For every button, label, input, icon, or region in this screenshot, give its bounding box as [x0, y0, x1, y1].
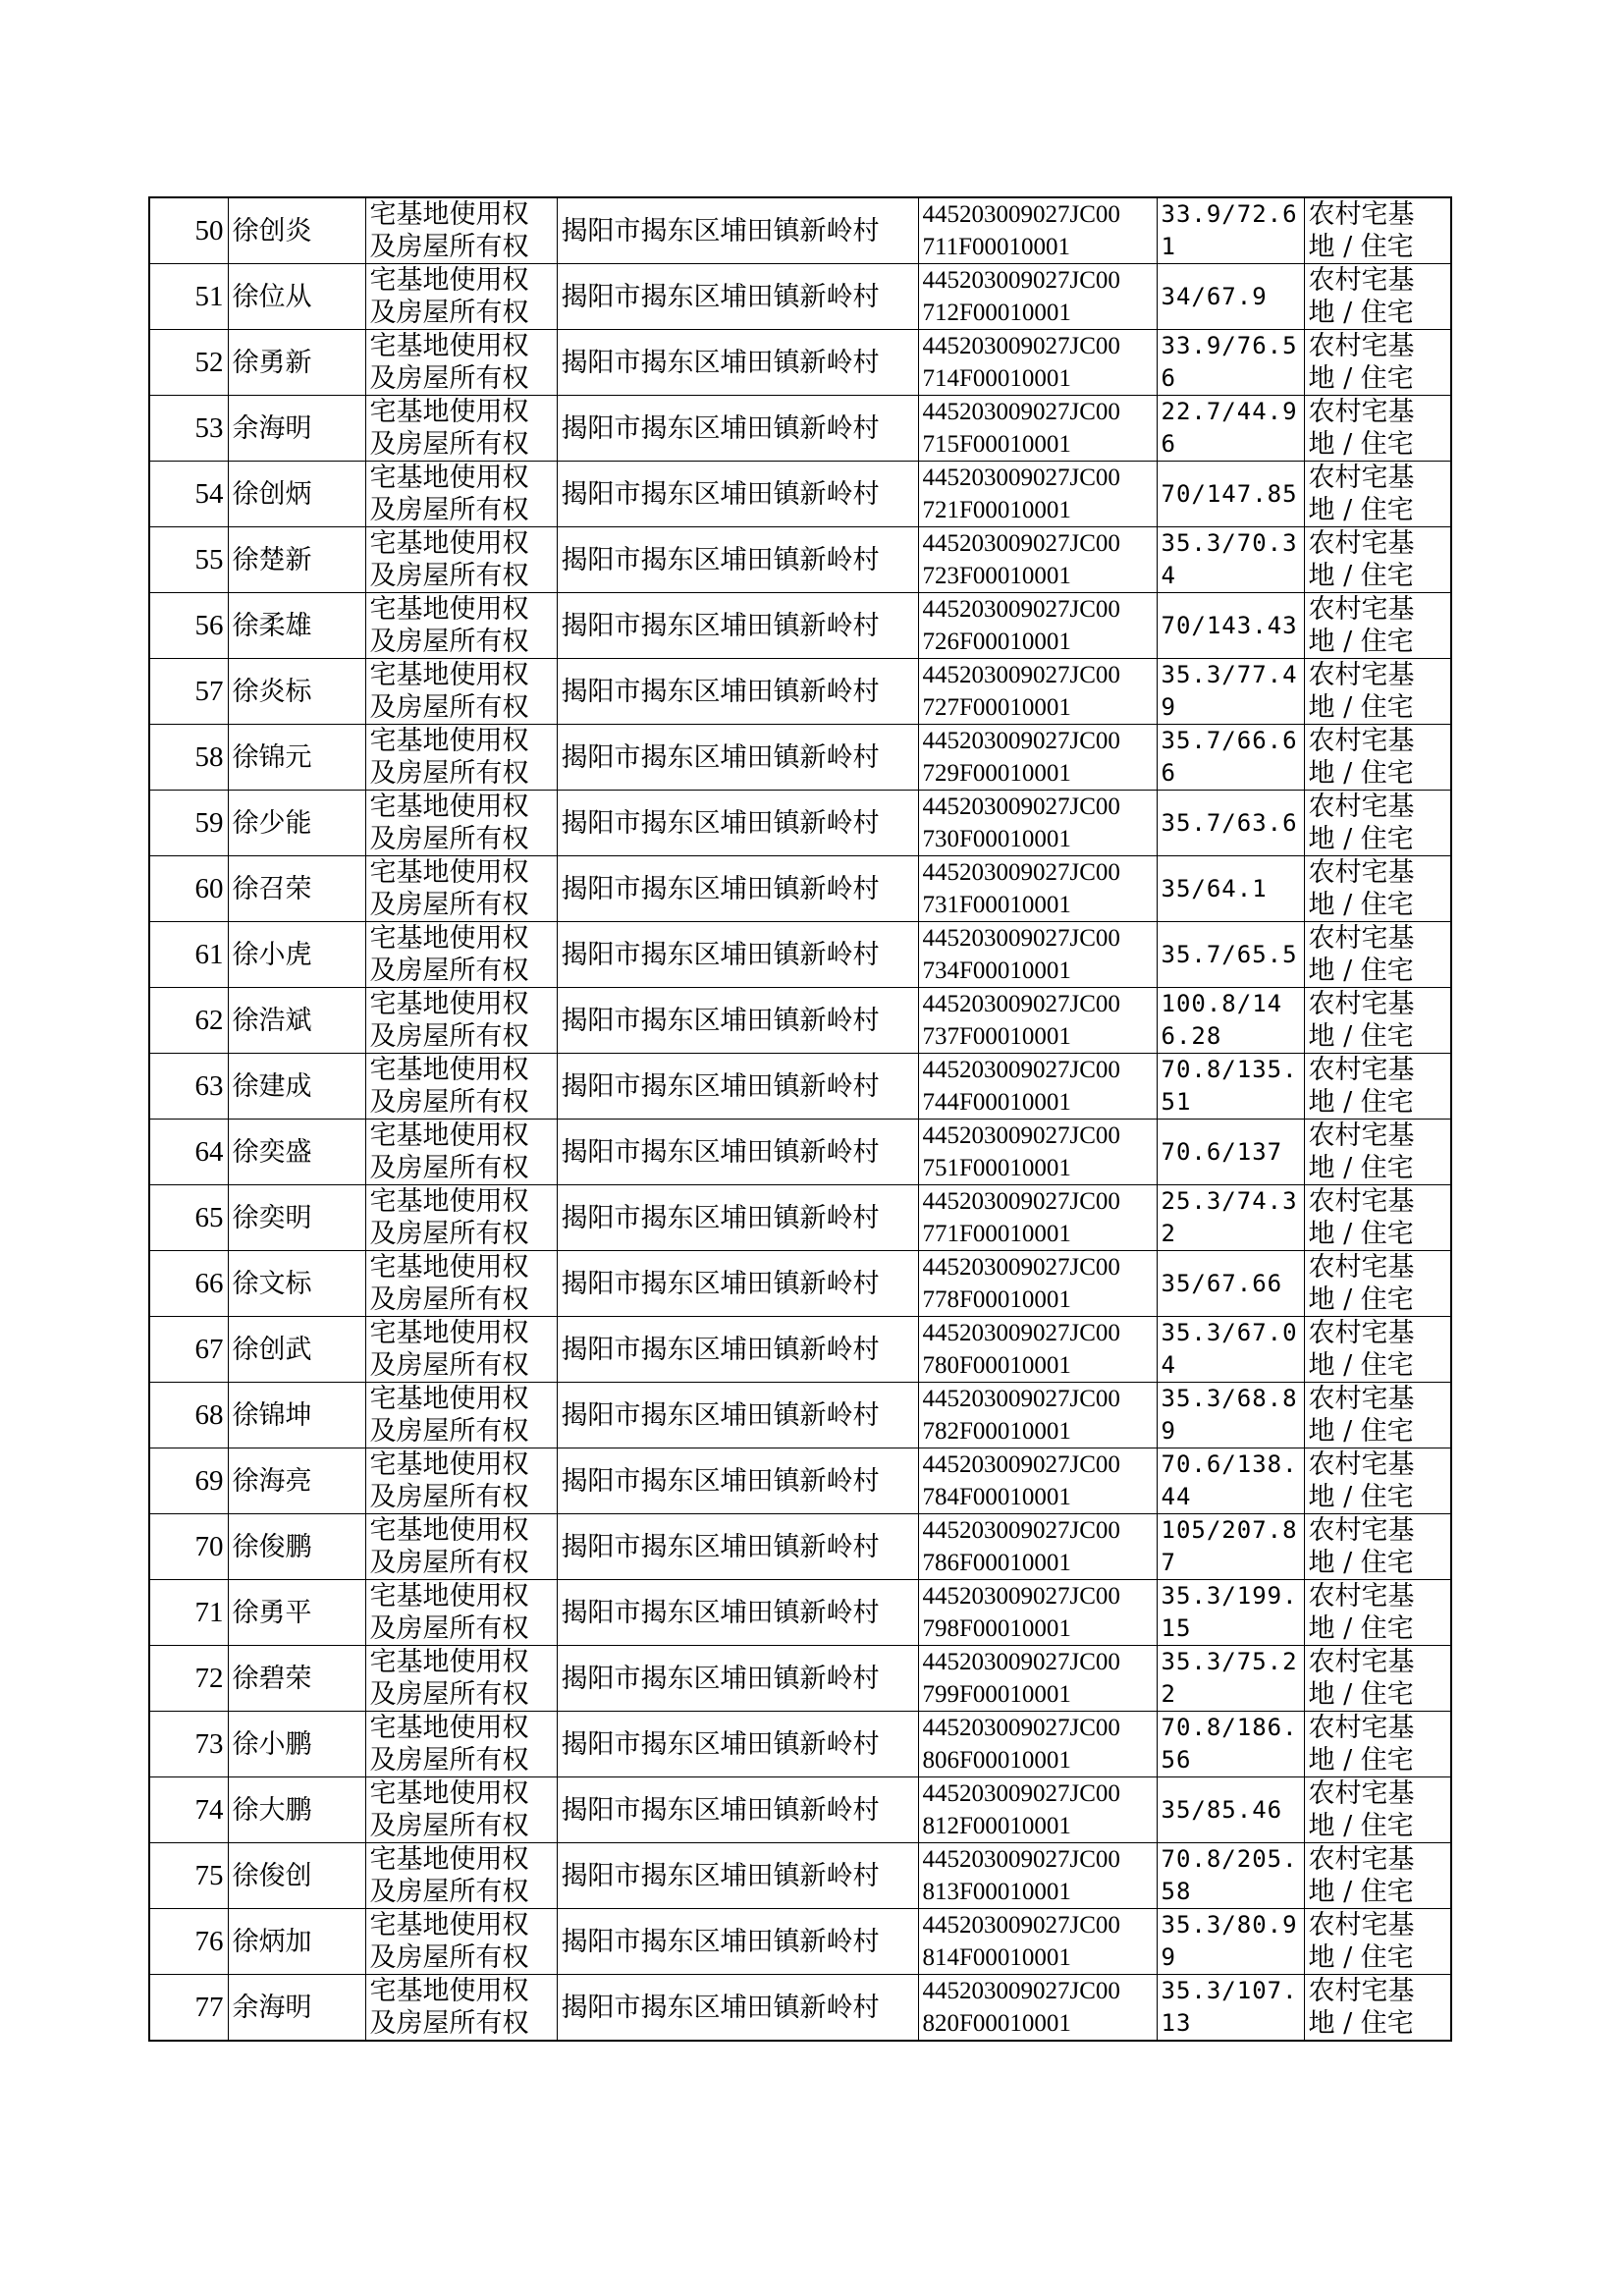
area-value-cell: 100.8/146.28 — [1157, 988, 1304, 1054]
land-use-cell: 农村宅基 地 / 住宅 — [1304, 330, 1451, 396]
table-row — [149, 856, 1451, 922]
unit-code-cell: 445203009027JC00 730F00010001 — [918, 791, 1157, 856]
table-row — [149, 988, 1451, 1054]
row-number-cell: 55 — [149, 527, 228, 593]
owner-name-cell: 徐小虎 — [228, 922, 365, 988]
row-number-cell: 68 — [149, 1383, 228, 1448]
table-row — [149, 725, 1451, 791]
area-value-cell: 105/207.87 — [1157, 1514, 1304, 1580]
area-value-cell: 35.7/63.6 — [1157, 791, 1304, 856]
table-row — [149, 1185, 1451, 1251]
right-type-cell: 宅基地使用权 及房屋所有权 — [365, 1514, 557, 1580]
area-value-cell: 34/67.9 — [1157, 264, 1304, 330]
owner-name-cell: 徐召荣 — [228, 856, 365, 922]
location-cell: 揭阳市揭东区埔田镇新岭村 — [557, 396, 918, 462]
location-cell: 揭阳市揭东区埔田镇新岭村 — [557, 1383, 918, 1448]
location-cell: 揭阳市揭东区埔田镇新岭村 — [557, 1054, 918, 1120]
table-row — [149, 1777, 1451, 1843]
row-number-cell: 61 — [149, 922, 228, 988]
land-use-cell: 农村宅基 地 / 住宅 — [1304, 791, 1451, 856]
unit-code-cell: 445203009027JC00 727F00010001 — [918, 659, 1157, 725]
land-use-cell: 农村宅基 地 / 住宅 — [1304, 1909, 1451, 1975]
row-number-cell: 63 — [149, 1054, 228, 1120]
row-number-cell: 72 — [149, 1646, 228, 1712]
table-row — [149, 197, 1451, 264]
location-cell: 揭阳市揭东区埔田镇新岭村 — [557, 791, 918, 856]
area-value-cell: 35/85.46 — [1157, 1777, 1304, 1843]
land-use-cell: 农村宅基 地 / 住宅 — [1304, 462, 1451, 527]
land-use-cell: 农村宅基 地 / 住宅 — [1304, 197, 1451, 264]
location-cell: 揭阳市揭东区埔田镇新岭村 — [557, 988, 918, 1054]
row-number-cell: 50 — [149, 197, 228, 264]
right-type-cell: 宅基地使用权 及房屋所有权 — [365, 988, 557, 1054]
right-type-cell: 宅基地使用权 及房屋所有权 — [365, 1843, 557, 1909]
row-number-cell: 77 — [149, 1975, 228, 2042]
owner-name-cell: 徐奕盛 — [228, 1120, 365, 1185]
row-number-cell: 58 — [149, 725, 228, 791]
table-row — [149, 1383, 1451, 1448]
location-cell: 揭阳市揭东区埔田镇新岭村 — [557, 264, 918, 330]
right-type-cell: 宅基地使用权 及房屋所有权 — [365, 527, 557, 593]
table-row — [149, 1120, 1451, 1185]
unit-code-cell: 445203009027JC00 744F00010001 — [918, 1054, 1157, 1120]
owner-name-cell: 徐位从 — [228, 264, 365, 330]
table-row — [149, 1514, 1451, 1580]
row-number-cell: 64 — [149, 1120, 228, 1185]
land-use-cell: 农村宅基 地 / 住宅 — [1304, 1120, 1451, 1185]
property-rights-table — [148, 196, 1452, 2042]
location-cell: 揭阳市揭东区埔田镇新岭村 — [557, 1975, 918, 2042]
location-cell: 揭阳市揭东区埔田镇新岭村 — [557, 1646, 918, 1712]
table-row — [149, 1646, 1451, 1712]
owner-name-cell: 徐大鹏 — [228, 1777, 365, 1843]
right-type-cell: 宅基地使用权 及房屋所有权 — [365, 659, 557, 725]
area-value-cell: 70.6/137 — [1157, 1120, 1304, 1185]
owner-name-cell: 徐碧荣 — [228, 1646, 365, 1712]
unit-code-cell: 445203009027JC00 820F00010001 — [918, 1975, 1157, 2042]
unit-code-cell: 445203009027JC00 721F00010001 — [918, 462, 1157, 527]
location-cell: 揭阳市揭东区埔田镇新岭村 — [557, 1317, 918, 1383]
unit-code-cell: 445203009027JC00 786F00010001 — [918, 1514, 1157, 1580]
table-row — [149, 791, 1451, 856]
right-type-cell: 宅基地使用权 及房屋所有权 — [365, 1448, 557, 1514]
unit-code-cell: 445203009027JC00 751F00010001 — [918, 1120, 1157, 1185]
right-type-cell: 宅基地使用权 及房屋所有权 — [365, 1185, 557, 1251]
location-cell: 揭阳市揭东区埔田镇新岭村 — [557, 527, 918, 593]
table-row — [149, 1712, 1451, 1777]
row-number-cell: 60 — [149, 856, 228, 922]
row-number-cell: 59 — [149, 791, 228, 856]
right-type-cell: 宅基地使用权 及房屋所有权 — [365, 197, 557, 264]
owner-name-cell: 徐楚新 — [228, 527, 365, 593]
location-cell: 揭阳市揭东区埔田镇新岭村 — [557, 593, 918, 659]
area-value-cell: 70.8/205.58 — [1157, 1843, 1304, 1909]
location-cell: 揭阳市揭东区埔田镇新岭村 — [557, 922, 918, 988]
land-use-cell: 农村宅基 地 / 住宅 — [1304, 988, 1451, 1054]
location-cell: 揭阳市揭东区埔田镇新岭村 — [557, 1514, 918, 1580]
owner-name-cell: 徐锦坤 — [228, 1383, 365, 1448]
row-number-cell: 53 — [149, 396, 228, 462]
area-value-cell: 35.7/65.5 — [1157, 922, 1304, 988]
owner-name-cell: 徐俊创 — [228, 1843, 365, 1909]
owner-name-cell: 徐建成 — [228, 1054, 365, 1120]
table-row — [149, 396, 1451, 462]
owner-name-cell: 徐创武 — [228, 1317, 365, 1383]
table-row — [149, 1909, 1451, 1975]
row-number-cell: 76 — [149, 1909, 228, 1975]
area-value-cell: 35.3/80.99 — [1157, 1909, 1304, 1975]
area-value-cell: 70.8/186.56 — [1157, 1712, 1304, 1777]
unit-code-cell: 445203009027JC00 729F00010001 — [918, 725, 1157, 791]
right-type-cell: 宅基地使用权 及房屋所有权 — [365, 922, 557, 988]
location-cell: 揭阳市揭东区埔田镇新岭村 — [557, 330, 918, 396]
unit-code-cell: 445203009027JC00 798F00010001 — [918, 1580, 1157, 1646]
land-use-cell: 农村宅基 地 / 住宅 — [1304, 1448, 1451, 1514]
location-cell: 揭阳市揭东区埔田镇新岭村 — [557, 659, 918, 725]
owner-name-cell: 余海明 — [228, 396, 365, 462]
table-row — [149, 527, 1451, 593]
land-use-cell: 农村宅基 地 / 住宅 — [1304, 1975, 1451, 2042]
land-use-cell: 农村宅基 地 / 住宅 — [1304, 1843, 1451, 1909]
owner-name-cell: 徐文标 — [228, 1251, 365, 1317]
right-type-cell: 宅基地使用权 及房屋所有权 — [365, 791, 557, 856]
row-number-cell: 52 — [149, 330, 228, 396]
land-use-cell: 农村宅基 地 / 住宅 — [1304, 1580, 1451, 1646]
land-use-cell: 农村宅基 地 / 住宅 — [1304, 264, 1451, 330]
unit-code-cell: 445203009027JC00 714F00010001 — [918, 330, 1157, 396]
land-use-cell: 农村宅基 地 / 住宅 — [1304, 1054, 1451, 1120]
area-value-cell: 35.3/68.89 — [1157, 1383, 1304, 1448]
area-value-cell: 33.9/72.61 — [1157, 197, 1304, 264]
unit-code-cell: 445203009027JC00 737F00010001 — [918, 988, 1157, 1054]
area-value-cell: 70.8/135.51 — [1157, 1054, 1304, 1120]
location-cell: 揭阳市揭东区埔田镇新岭村 — [557, 1909, 918, 1975]
table-body — [149, 197, 1451, 2041]
land-use-cell: 农村宅基 地 / 住宅 — [1304, 659, 1451, 725]
table-row — [149, 1317, 1451, 1383]
land-use-cell: 农村宅基 地 / 住宅 — [1304, 856, 1451, 922]
row-number-cell: 62 — [149, 988, 228, 1054]
land-use-cell: 农村宅基 地 / 住宅 — [1304, 1383, 1451, 1448]
row-number-cell: 70 — [149, 1514, 228, 1580]
unit-code-cell: 445203009027JC00 799F00010001 — [918, 1646, 1157, 1712]
location-cell: 揭阳市揭东区埔田镇新岭村 — [557, 1185, 918, 1251]
location-cell: 揭阳市揭东区埔田镇新岭村 — [557, 725, 918, 791]
unit-code-cell: 445203009027JC00 814F00010001 — [918, 1909, 1157, 1975]
owner-name-cell: 徐锦元 — [228, 725, 365, 791]
table-row — [149, 1843, 1451, 1909]
area-value-cell: 33.9/76.56 — [1157, 330, 1304, 396]
table-row — [149, 1251, 1451, 1317]
unit-code-cell: 445203009027JC00 711F00010001 — [918, 197, 1157, 264]
owner-name-cell: 徐海亮 — [228, 1448, 365, 1514]
owner-name-cell: 徐浩斌 — [228, 988, 365, 1054]
table-row — [149, 1054, 1451, 1120]
table-row — [149, 462, 1451, 527]
area-value-cell: 35.3/75.22 — [1157, 1646, 1304, 1712]
area-value-cell: 35/67.66 — [1157, 1251, 1304, 1317]
location-cell: 揭阳市揭东区埔田镇新岭村 — [557, 197, 918, 264]
location-cell: 揭阳市揭东区埔田镇新岭村 — [557, 856, 918, 922]
right-type-cell: 宅基地使用权 及房屋所有权 — [365, 725, 557, 791]
unit-code-cell: 445203009027JC00 780F00010001 — [918, 1317, 1157, 1383]
unit-code-cell: 445203009027JC00 806F00010001 — [918, 1712, 1157, 1777]
right-type-cell: 宅基地使用权 及房屋所有权 — [365, 1317, 557, 1383]
right-type-cell: 宅基地使用权 及房屋所有权 — [365, 462, 557, 527]
unit-code-cell: 445203009027JC00 771F00010001 — [918, 1185, 1157, 1251]
row-number-cell: 66 — [149, 1251, 228, 1317]
land-use-cell: 农村宅基 地 / 住宅 — [1304, 593, 1451, 659]
right-type-cell: 宅基地使用权 及房屋所有权 — [365, 1777, 557, 1843]
unit-code-cell: 445203009027JC00 812F00010001 — [918, 1777, 1157, 1843]
area-value-cell: 35.3/67.04 — [1157, 1317, 1304, 1383]
right-type-cell: 宅基地使用权 及房屋所有权 — [365, 593, 557, 659]
owner-name-cell: 徐勇新 — [228, 330, 365, 396]
area-value-cell: 70/143.43 — [1157, 593, 1304, 659]
right-type-cell: 宅基地使用权 及房屋所有权 — [365, 1251, 557, 1317]
area-value-cell: 35.7/66.66 — [1157, 725, 1304, 791]
right-type-cell: 宅基地使用权 及房屋所有权 — [365, 1646, 557, 1712]
right-type-cell: 宅基地使用权 及房屋所有权 — [365, 1909, 557, 1975]
land-use-cell: 农村宅基 地 / 住宅 — [1304, 1251, 1451, 1317]
row-number-cell: 75 — [149, 1843, 228, 1909]
owner-name-cell: 徐俊鹏 — [228, 1514, 365, 1580]
land-use-cell: 农村宅基 地 / 住宅 — [1304, 1712, 1451, 1777]
unit-code-cell: 445203009027JC00 734F00010001 — [918, 922, 1157, 988]
row-number-cell: 54 — [149, 462, 228, 527]
owner-name-cell: 徐炳加 — [228, 1909, 365, 1975]
right-type-cell: 宅基地使用权 及房屋所有权 — [365, 264, 557, 330]
owner-name-cell: 余海明 — [228, 1975, 365, 2042]
table-row — [149, 1975, 1451, 2042]
owner-name-cell: 徐创炳 — [228, 462, 365, 527]
area-value-cell: 35.3/107.13 — [1157, 1975, 1304, 2042]
unit-code-cell: 445203009027JC00 712F00010001 — [918, 264, 1157, 330]
right-type-cell: 宅基地使用权 及房屋所有权 — [365, 1383, 557, 1448]
location-cell: 揭阳市揭东区埔田镇新岭村 — [557, 1120, 918, 1185]
table-row — [149, 922, 1451, 988]
table-row — [149, 264, 1451, 330]
right-type-cell: 宅基地使用权 及房屋所有权 — [365, 1580, 557, 1646]
row-number-cell: 65 — [149, 1185, 228, 1251]
table-row — [149, 1580, 1451, 1646]
owner-name-cell: 徐小鹏 — [228, 1712, 365, 1777]
row-number-cell: 71 — [149, 1580, 228, 1646]
area-value-cell: 70/147.85 — [1157, 462, 1304, 527]
right-type-cell: 宅基地使用权 及房屋所有权 — [365, 1120, 557, 1185]
row-number-cell: 57 — [149, 659, 228, 725]
table-row — [149, 593, 1451, 659]
row-number-cell: 69 — [149, 1448, 228, 1514]
unit-code-cell: 445203009027JC00 813F00010001 — [918, 1843, 1157, 1909]
location-cell: 揭阳市揭东区埔田镇新岭村 — [557, 1251, 918, 1317]
land-use-cell: 农村宅基 地 / 住宅 — [1304, 396, 1451, 462]
right-type-cell: 宅基地使用权 及房屋所有权 — [365, 1975, 557, 2042]
land-use-cell: 农村宅基 地 / 住宅 — [1304, 527, 1451, 593]
unit-code-cell: 445203009027JC00 784F00010001 — [918, 1448, 1157, 1514]
owner-name-cell: 徐少能 — [228, 791, 365, 856]
unit-code-cell: 445203009027JC00 723F00010001 — [918, 527, 1157, 593]
right-type-cell: 宅基地使用权 及房屋所有权 — [365, 1712, 557, 1777]
area-value-cell: 70.6/138.44 — [1157, 1448, 1304, 1514]
table-row — [149, 330, 1451, 396]
row-number-cell: 74 — [149, 1777, 228, 1843]
table-row — [149, 659, 1451, 725]
location-cell: 揭阳市揭东区埔田镇新岭村 — [557, 1448, 918, 1514]
area-value-cell: 35.3/70.34 — [1157, 527, 1304, 593]
area-value-cell: 35.3/77.49 — [1157, 659, 1304, 725]
area-value-cell: 35.3/199.15 — [1157, 1580, 1304, 1646]
right-type-cell: 宅基地使用权 及房屋所有权 — [365, 330, 557, 396]
owner-name-cell: 徐柔雄 — [228, 593, 365, 659]
owner-name-cell: 徐创炎 — [228, 197, 365, 264]
unit-code-cell: 445203009027JC00 778F00010001 — [918, 1251, 1157, 1317]
location-cell: 揭阳市揭东区埔田镇新岭村 — [557, 462, 918, 527]
unit-code-cell: 445203009027JC00 715F00010001 — [918, 396, 1157, 462]
land-use-cell: 农村宅基 地 / 住宅 — [1304, 1185, 1451, 1251]
location-cell: 揭阳市揭东区埔田镇新岭村 — [557, 1580, 918, 1646]
land-use-cell: 农村宅基 地 / 住宅 — [1304, 725, 1451, 791]
owner-name-cell: 徐炎标 — [228, 659, 365, 725]
area-value-cell: 35/64.1 — [1157, 856, 1304, 922]
table-row — [149, 1448, 1451, 1514]
location-cell: 揭阳市揭东区埔田镇新岭村 — [557, 1712, 918, 1777]
row-number-cell: 73 — [149, 1712, 228, 1777]
row-number-cell: 56 — [149, 593, 228, 659]
land-use-cell: 农村宅基 地 / 住宅 — [1304, 922, 1451, 988]
location-cell: 揭阳市揭东区埔田镇新岭村 — [557, 1777, 918, 1843]
area-value-cell: 22.7/44.96 — [1157, 396, 1304, 462]
owner-name-cell: 徐奕明 — [228, 1185, 365, 1251]
unit-code-cell: 445203009027JC00 731F00010001 — [918, 856, 1157, 922]
row-number-cell: 51 — [149, 264, 228, 330]
right-type-cell: 宅基地使用权 及房屋所有权 — [365, 856, 557, 922]
unit-code-cell: 445203009027JC00 782F00010001 — [918, 1383, 1157, 1448]
area-value-cell: 25.3/74.32 — [1157, 1185, 1304, 1251]
land-use-cell: 农村宅基 地 / 住宅 — [1304, 1317, 1451, 1383]
right-type-cell: 宅基地使用权 及房屋所有权 — [365, 1054, 557, 1120]
land-use-cell: 农村宅基 地 / 住宅 — [1304, 1777, 1451, 1843]
right-type-cell: 宅基地使用权 及房屋所有权 — [365, 396, 557, 462]
owner-name-cell: 徐勇平 — [228, 1580, 365, 1646]
land-use-cell: 农村宅基 地 / 住宅 — [1304, 1646, 1451, 1712]
unit-code-cell: 445203009027JC00 726F00010001 — [918, 593, 1157, 659]
land-use-cell: 农村宅基 地 / 住宅 — [1304, 1514, 1451, 1580]
location-cell: 揭阳市揭东区埔田镇新岭村 — [557, 1843, 918, 1909]
row-number-cell: 67 — [149, 1317, 228, 1383]
